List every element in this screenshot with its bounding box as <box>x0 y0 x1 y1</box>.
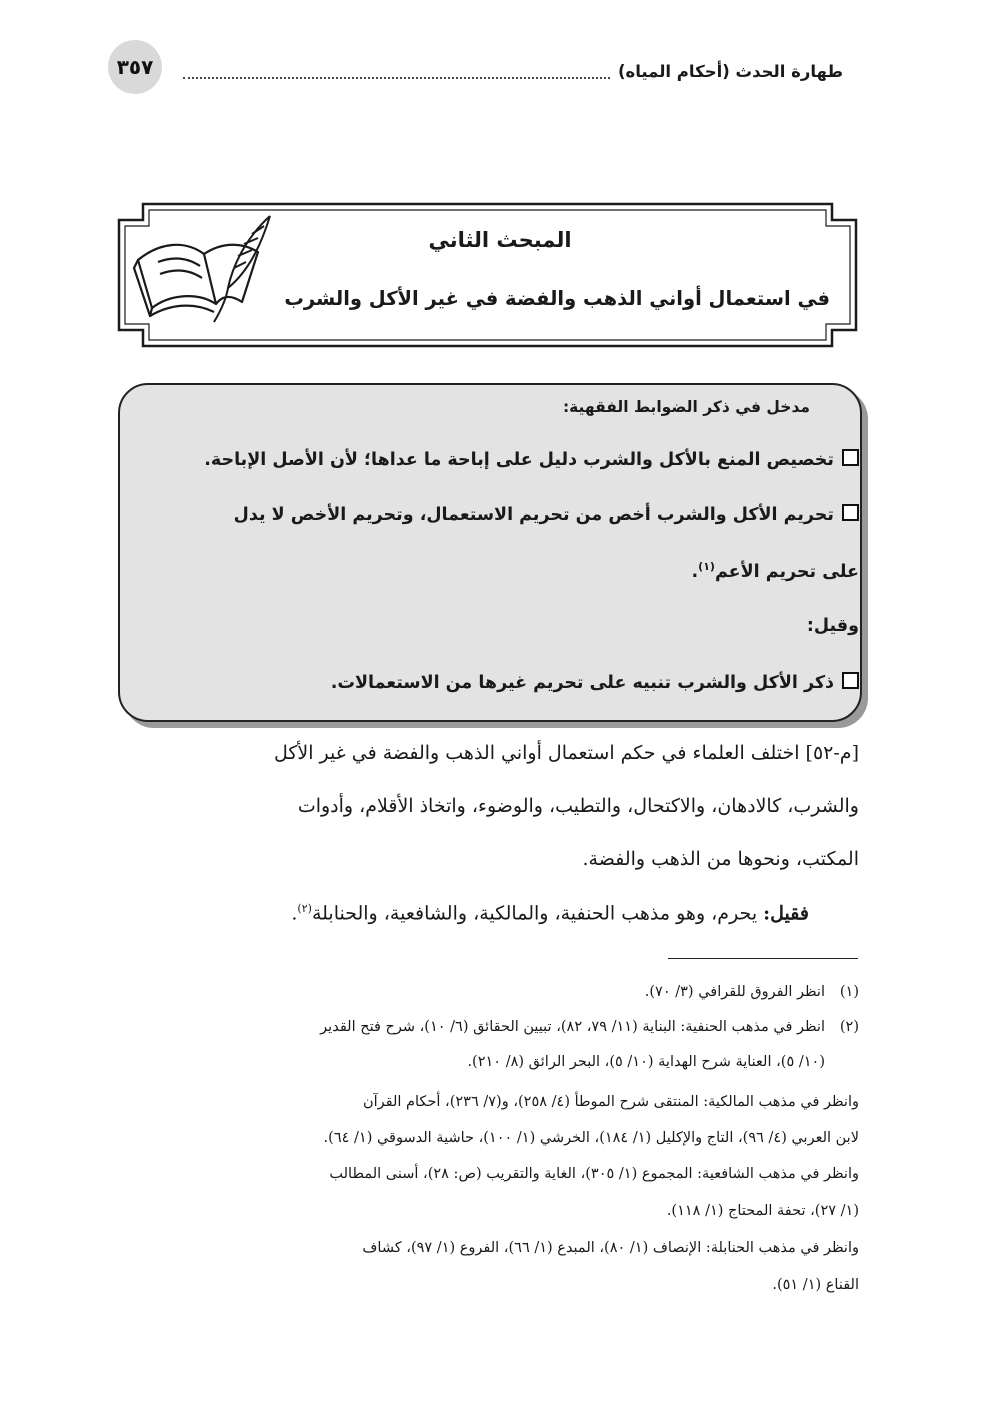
said-lead: فقيل: <box>763 902 809 925</box>
footnote-line: وانظر في مذهب الحنابلة: الإنصاف (١/ ٨٠)، المبدع (١/ ٦٦)، الفروع (١/ ٩٧)، كشاف <box>362 1240 859 1256</box>
checkbox-icon <box>842 672 859 689</box>
body-paragraph-line: والشرب، كالادهان، والاكتحال، والتطيب، والوضوء، واتخاذ الأقلام، وأدوات <box>297 795 859 817</box>
body-paragraph-line: [م-٥٢] اختلف العلماء في حكم استعمال أواني الذهب والفضة في غير الأكل <box>273 742 859 764</box>
footnote <box>119 1019 859 1035</box>
footnote-text: انظر في مذهب الحنفية: البناية (١١/ ٧٩، ٨٢)، تبيين الحقائق (٦/ ١٠)، شرح فتح القدير <box>320 1019 825 1035</box>
checkbox-icon <box>842 449 859 466</box>
footnote <box>119 984 859 1000</box>
footnote-text: انظر الفروق للقرافي (٣/ ٧٠). <box>644 984 825 1000</box>
section-heading: المبحث الثاني <box>428 228 572 252</box>
footnote-line: وانظر في مذهب الشافعية: المجموع (١/ ٣٠٥)، الغاية والتقريب (ص: ٢٨)، أسنى المطالب <box>329 1166 859 1182</box>
rules-heading: مدخل في ذكر الضوابط الفقهية: <box>562 398 810 416</box>
rule-text: تخصيص المنع بالأكل والشرب دليل على إباحة ما عداها؛ لأن الأصل الإباحة. <box>204 450 834 470</box>
footnote-line: لابن العربي (٤/ ٩٦)، التاج والإكليل (١/ ١٨٤)، الخرشي (١/ ١٠٠)، حاشية الدسوقي (١/ ٦٤). <box>323 1130 859 1146</box>
dotted-leader <box>183 63 610 79</box>
rule-text: على تحريم الأعم <box>714 561 859 582</box>
footnote-line: وانظر في مذهب المالكية: المنتقى شرح الموطأ (٤/ ٢٥٨)، و(٧/ ٢٣٦)، أحكام القرآن <box>362 1094 859 1110</box>
checkbox-icon <box>842 504 859 521</box>
footnote-ref: (٢) <box>297 902 312 915</box>
section-subtitle: في استعمال أواني الذهب والفضة في غير الأكل والشرب <box>284 287 830 310</box>
footnote-separator <box>668 958 858 959</box>
running-head <box>175 56 843 86</box>
body-text: يحرم، وهو مذهب الحنفية، والمالكية، والشافعية، والحنابلة <box>311 902 764 925</box>
running-title: طهارة الحدث (أحكام المياه) <box>617 61 843 81</box>
page-number-text: ٣٥٧ <box>116 55 154 79</box>
footnote-label: (٢) <box>839 1019 859 1035</box>
footnote-line: (١٠/ ٥)، العناية شرح الهداية (١٠/ ٥)، البحر الرائق (٨/ ٢١٠). <box>467 1054 825 1070</box>
footnote-ref: (١) <box>698 560 715 573</box>
body-paragraph-line: فقيل: يحرم، وهو مذهب الحنفية، والمالكية، والشافعية، والحنابلة$^{(٢)}$. <box>291 902 809 925</box>
rule-text: تحريم الأكل والشرب أخص من تحريم الاستعمال، وتحريم الأخص لا يدل <box>233 505 834 525</box>
rule-item <box>169 504 859 525</box>
body-paragraph-line: المكتب، ونحوها من الذهب والفضة. <box>582 848 859 870</box>
rule-text: ذكر الأكل والشرب تنبيه على تحريم غيرها من الاستعمالات. <box>330 673 834 693</box>
rule-item-continuation: على تحريم الأعم$^{(١)}$. <box>691 560 859 582</box>
said-label <box>169 616 859 636</box>
page-number <box>108 40 162 94</box>
footnote-line: القناع (١/ ٥١). <box>772 1277 859 1293</box>
footnote-label: (١) <box>839 984 859 1000</box>
rule-item <box>169 449 859 470</box>
rule-item <box>169 672 859 693</box>
footnote-line: (١/ ٢٧)، تحفة المحتاج (١/ ١١٨). <box>666 1203 859 1219</box>
said-text: وقيل: <box>806 616 859 636</box>
